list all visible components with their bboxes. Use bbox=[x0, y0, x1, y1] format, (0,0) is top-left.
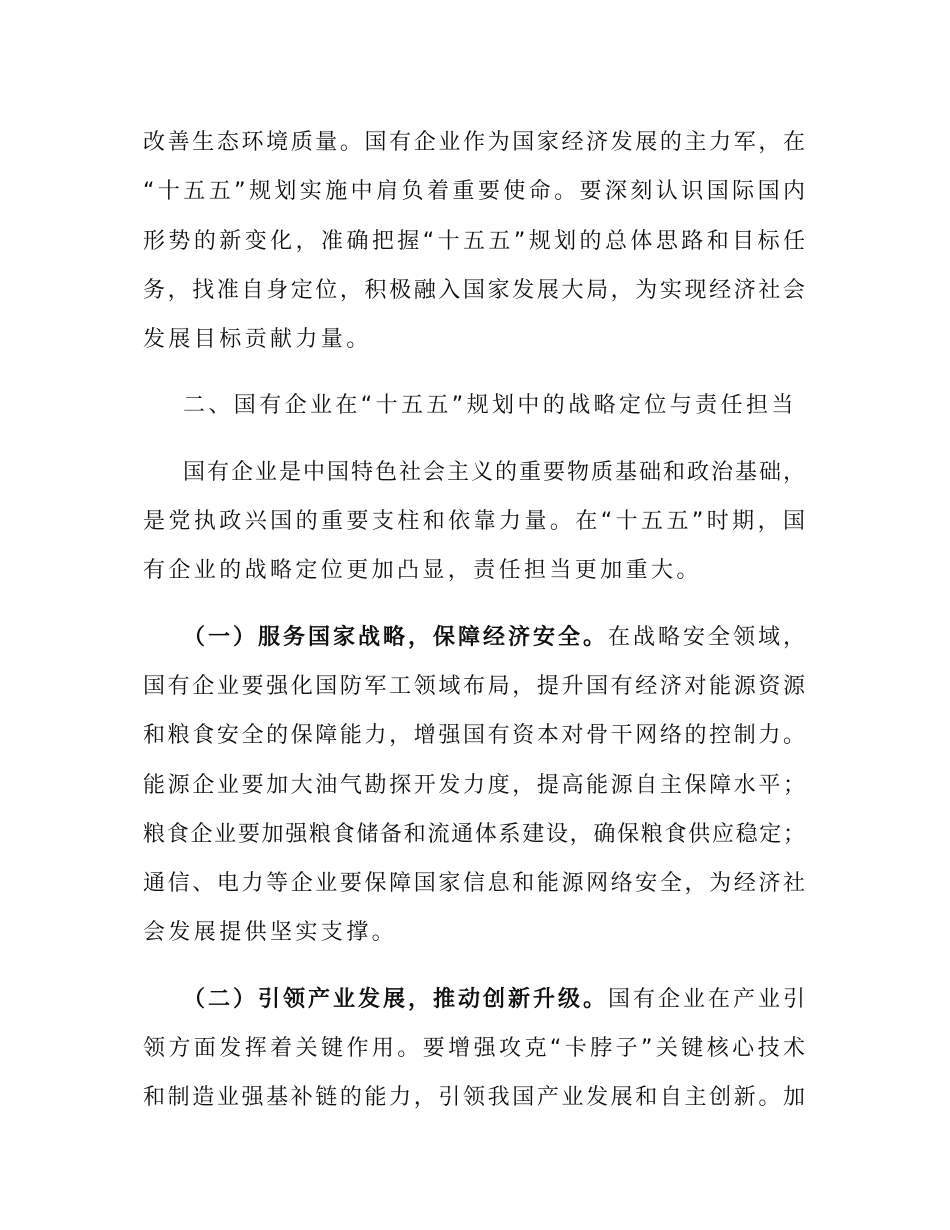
text-line: 是党执政兴国的重要支柱和依靠力量。在“十五五”时期，国 bbox=[143, 509, 805, 535]
text-line: 和粮食安全的保障能力，增强国有资本对骨干网络的控制力。 bbox=[143, 723, 805, 749]
text-line: 能源企业要加大油气勘探开发力度，提高能源自主保障水平； bbox=[143, 772, 805, 798]
text-span: 国有企业在产业引 bbox=[607, 986, 805, 1012]
section-heading: 二、国有企业在“十五五”规划中的战略定位与责任担当 bbox=[183, 393, 797, 419]
document-page bbox=[143, 125, 805, 1130]
text-line: 粮食企业要加强粮食储备和流通体系建设，确保粮食供应稳定； bbox=[143, 821, 805, 847]
text-line: 形势的新变化，准确把握“十五五”规划的总体思路和目标任 bbox=[143, 228, 805, 254]
text-line bbox=[143, 982, 805, 1031]
subheading-lead: （二）引领产业发展，推动创新升级。 bbox=[183, 986, 608, 1012]
subheading-lead: （一）服务国家战略，保障经济安全。 bbox=[183, 624, 608, 650]
text-line: 有企业的战略定位更加凸显，责任担当更加重大。 bbox=[143, 558, 702, 584]
text-line: 国有企业是中国特色社会主义的重要物质基础和政治基础， bbox=[183, 459, 805, 485]
paragraph-intro bbox=[143, 125, 805, 371]
text-line: 发展目标贡献力量。 bbox=[143, 327, 372, 353]
text-line: 会发展提供坚实支撑。 bbox=[143, 920, 398, 946]
text-line bbox=[143, 620, 805, 669]
paragraph-economic-security bbox=[143, 620, 805, 965]
text-line: 务，找准自身定位，积极融入国家发展大局，为实现经济社会 bbox=[143, 277, 805, 303]
text-span: 在战略安全领域， bbox=[607, 624, 805, 650]
text-line: 改善生态环境质量。国有企业作为国家经济发展的主力军，在 bbox=[143, 130, 805, 155]
text-line: 国有企业要强化国防军工领域布局，提升国有经济对能源资源 bbox=[143, 673, 805, 699]
text-line: “十五五”规划实施中肩负着重要使命。要深刻认识国际国内 bbox=[143, 179, 805, 205]
text-line: 领方面发挥着关键作用。要增强攻克“卡脖子”关键核心技术 bbox=[143, 1036, 805, 1062]
text-line: 和制造业强基补链的能力，引领我国产业发展和自主创新。加 bbox=[143, 1085, 805, 1111]
paragraph-industry-innovation bbox=[143, 982, 805, 1130]
paragraph-positioning bbox=[143, 455, 805, 603]
text-line: 通信、电力等企业要保障国家信息和能源网络安全，为经济社 bbox=[143, 871, 805, 897]
